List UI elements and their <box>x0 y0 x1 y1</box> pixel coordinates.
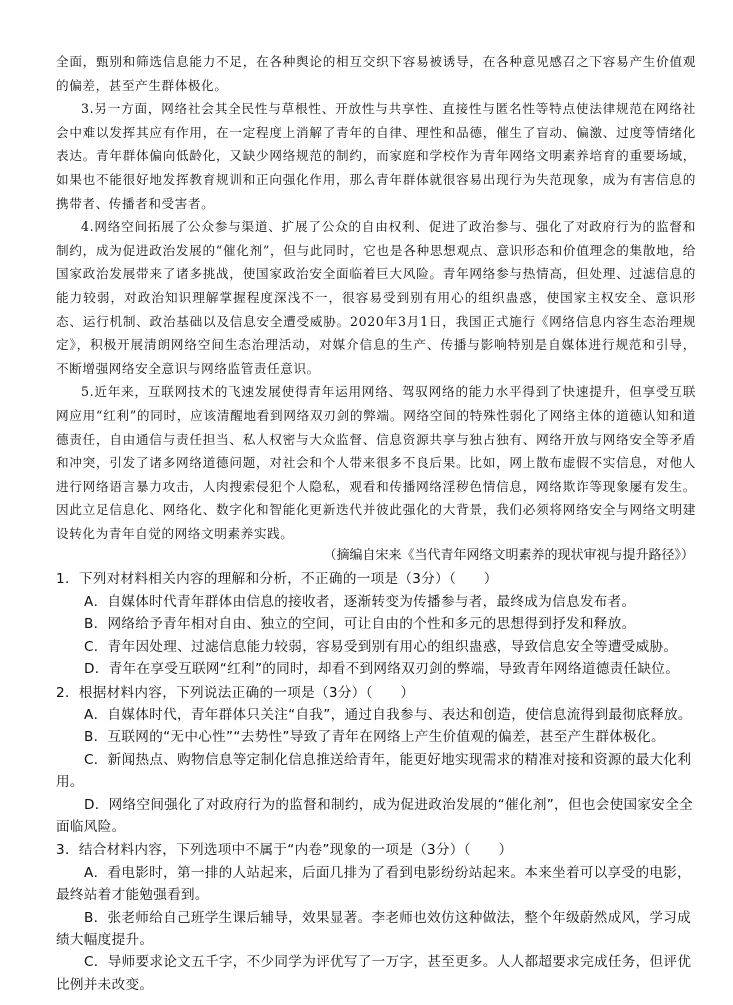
question-1 <box>56 568 696 680</box>
question-stem: 3．结合材料内容，下列选项中不属于“内卷”现象的一项是（3分）（ ） <box>56 842 513 859</box>
option-c: C．导师要求论文五千字，不少同学为评优写了一万字，甚至更多。人人都超要求完成任务，但评优比例并未改变。 <box>56 954 692 993</box>
question-stem: 1．下列对材料相关内容的理解和分析，不正确的一项是（3分）（ ） <box>56 571 498 588</box>
passage-paragraph-5: 5.近年来，互联网技术的飞速发展使得青年运用网络、驾驭网络的能力水平得到了快速提升，但享受互联网应用“红利”的同时，应该清醒地看到网络双刃剑的弊端。网络空间的特殊性弱化了网络主体的道德认知和道德责任，自由通信与责任担当、私人权密与大众监督、信息资源共享与独占独有、网络开放与网络安全等矛盾和冲突，引发了诸多网络道德问题，对社会和个人带来很多不良后果。比如，网上散布虚假不实信息，对他人进行网络语言暴力攻击，人肉搜索侵犯个人隐私，观看和传播网络淫秽色情信息，网络欺诈等现象屡有发生。因此立足信息化、网络化、数字化和智能化更新迭代并彼此强化的大背景，我们必须将网络安全与网络文明建设转化为青年自觉的网络文明素养实践。 <box>56 384 696 541</box>
question-stem: 2．根据材料内容，下列说法正确的一项是（3分）（ ） <box>56 684 415 701</box>
question-3 <box>56 839 696 996</box>
option-b: B．互联网的“无中心性”“去势性”导致了青年在网络上产生价值观的偏差，甚至产生群体极化。 <box>84 729 665 746</box>
passage-source: （摘编自宋来《当代青年网络文明素养的现状审视与提升路径》） <box>323 548 694 564</box>
passage-paragraph-4: 4.网络空间拓展了公众参与渠道、扩展了公众的自由权利、促进了政治参与、强化了对政府行为的监督和制约，成为促进政治发展的“催化剂”，但与此同时，它也是各种思想观点、意识形态和价值理念的集散地，给国家政治发展带来了诸多挑战，使国家政治安全面临着巨大风险。青年网络参与热情高，但处理、过滤信息的能力较弱，对政治知识理解掌握程度深浅不一，很容易受到别有用心的组织蛊惑，使国家主权安全、意识形态、运行机制、政治基础以及信息安全遭受威胁。2020年3月1日，我国正式施行《网络信息内容生态治理规定》，积极开展清朗网络空间生态治理活动，对媒介信息的生产、传播与影响特别是自媒体进行规范和引导，不断增强网络安全意识与网络监管责任意识。 <box>56 219 696 376</box>
exam-page <box>56 50 696 996</box>
option-d: D．网络空间强化了对政府行为的监督和制约，成为促进政治发展的“催化剂”，但也会使国家安全全面临风险。 <box>56 796 693 835</box>
option-a: A．自媒体时代，青年群体只关注“自我”，通过自我参与、表达和创造，使信息流得到最彻底释放。 <box>84 706 692 723</box>
option-a: A．看电影时，第一排的人站起来，后面几排为了看到电影纷纷站起来。本来坐着可以享受的电影，最终站着才能勉强看到。 <box>56 864 692 904</box>
option-c: C．新闻热点、购物信息等定制化信息推送给青年，能更好地实现需求的精准对接和资源的最大化利用。 <box>56 751 692 791</box>
passage-paragraph-continued: 全面，甄别和筛选信息能力不足，在各种舆论的相互交织下容易被诱导，在各种意见感召之下容易产生价值观的偏差，甚至产生群体极化。 <box>56 54 696 93</box>
question-2 <box>56 682 696 839</box>
option-b: B．网络给予青年相对自由、独立的空间，可让自由的个性和多元的思想得到抒发和释放。 <box>84 616 636 633</box>
option-a: A．自媒体时代青年群体由信息的接收者，逐渐转变为传播参与者，最终成为信息发布者。 <box>84 593 636 610</box>
option-b: B．张老师给自己班学生课后辅导，效果显著。李老师也效仿这种做法，整个年级蔚然成风，学习成绩大幅度提升。 <box>56 909 692 948</box>
option-c: C．青年因处理、过滤信息能力较弱，容易受到别有用心的组织蛊惑，导致信息安全等遭受威胁。 <box>84 638 678 655</box>
passage-paragraph-3: 3.另一方面，网络社会其全民性与草根性、开放性与共享性、直接性与匿名性等特点使法律规范在网络社会中难以发挥其应有作用，在一定程度上消解了青年的自律、理性和品德，催生了盲动、偏激、过度等情绪化表达。青年群体偏向低龄化，又缺少网络规范的制约，而家庭和学校作为青年网络文明素养培育的重要场域，如果也不能很好地发挥教育规训和正向强化作用，那么青年群体就很容易出现行为失范现象，成为有害信息的携带者、传播者和受害者。 <box>56 101 696 211</box>
option-d: D．青年在享受互联网“红利”的同时，却看不到网络双刃剑的弊端，导致青年网络道德责任缺位。 <box>84 661 680 678</box>
